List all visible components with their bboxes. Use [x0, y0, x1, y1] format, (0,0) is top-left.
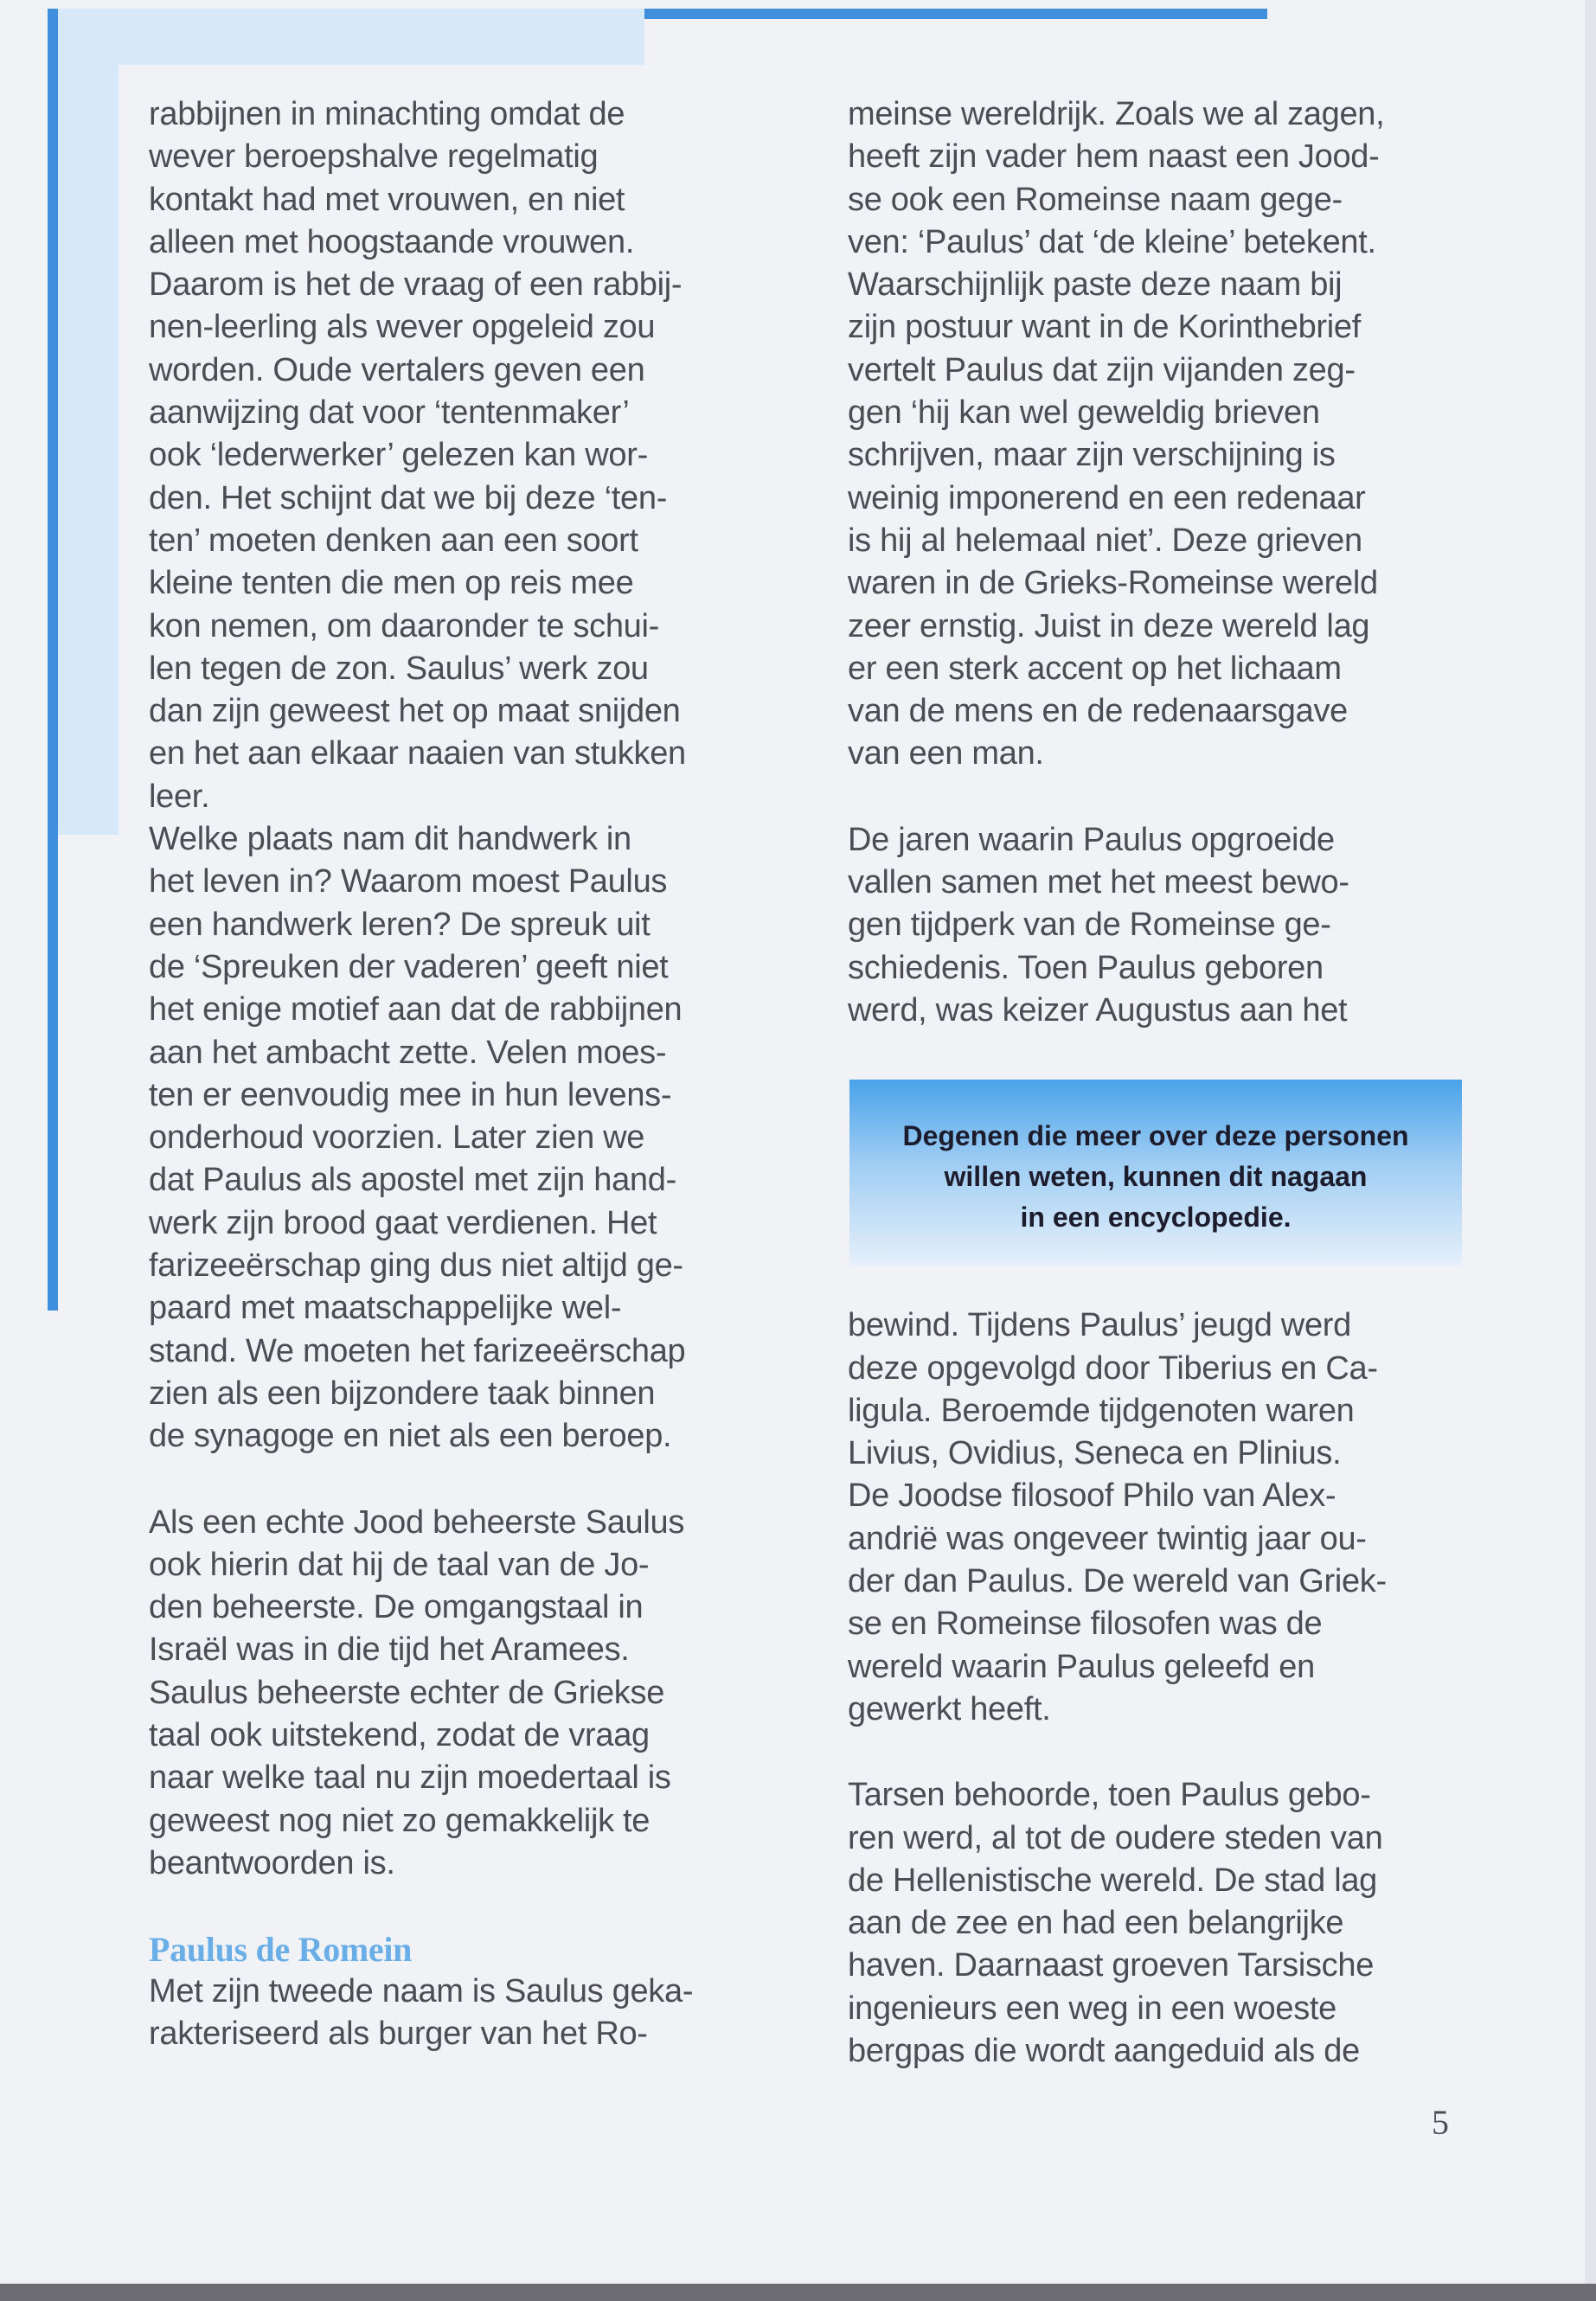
- body-paragraph: bewind. Tijdens Paulus’ jeugd werd deze opgevolgd door Tiberius en Ca- ligula. Beroemde tijdgenoten waren Livius, Ovidius, Seneca en Plinius. De Joodse filosoof Philo van Alex- andrië was ongeveer twintig jaar ou- der dan Paulus. De wereld van Griek- se en Romeinse filosofen was de wereld waarin Paulus geleefd en gewerkt heeft.: [848, 1307, 1387, 1727]
- section-heading: Paulus de Romein: [149, 1930, 413, 1970]
- page-right-edge: [1585, 0, 1596, 2301]
- body-paragraph: De jaren waarin Paulus opgroeide vallen samen met het meest bewo- gen tijdperk van de Romeinse ge- schiedenis. Toen Paulus geboren werd, was keizer Augustus aan het: [848, 821, 1349, 1029]
- left-accent-stripe: [48, 9, 58, 1311]
- body-paragraph: meinse wereldrijk. Zoals we al zagen, heeft zijn vader hem naast een Jood- se ook een Romeinse naam gege- ven: ‘Paulus’ dat ‘de kleine’ betekent. Waarschijnlijk paste deze naam bij zijn postuur want in de Korinthebrief vertelt Paulus dat zijn vijanden zeg- gen ‘hij kan wel geweldig brieven schrijven, maar zijn verschijning is weinig imponerend en een redenaar is hij al helemaal niet’. Deze grieven waren in de Grieks-Romeinse wereld zeer ernstig. Juist in deze wereld lag er een sterk accent op het lichaam van de mens en de redenaarsgave van een man.: [848, 96, 1385, 772]
- page-number: 5: [1432, 2103, 1449, 2142]
- body-paragraph: rabbijnen in minachting omdat de wever beroepshalve regelmatig kontakt had met vrouwen, en niet alleen met hoogstaande vrouwen. Daarom is het de vraag of een rabbij- nen-leerling als wever opgeleid zou worden. Oude vertalers geven een aanwijzing dat voor ‘tentenmaker’ ook ‘lederwerker’ gelezen kan wor- den. Het schijnt dat we bij deze ‘ten- ten’ moeten denken aan een soort kleine tenten die men op reis mee kon nemen, om daaronder te schui- len tegen de zon. Saulus’ werk zou dan zijn geweest het op maat snijden en het aan elkaar naaien van stukken leer. Welke plaats nam dit handwerk in het leven in? Waarom moest Paulus een handwerk leren? De spreuk uit de ‘Spreuken der vaderen’ geeft niet het enige motief aan dat de rabbijnen aan het ambacht zette. Velen moes- ten er eenvoudig mee in hun levens- onderhoud voorzien. Later zien we dat Paulus als apostel met zijn hand- werk zijn brood gaat verdienen. Het farizeeërschap ging dus niet altijd ge- paard met maatschappelijke wel- stand. We moeten het farizeeërschap zien als een bijzondere taak binnen de synagoge en niet als een beroep.: [149, 96, 686, 1455]
- body-paragraph: Tarsen behoorde, toen Paulus gebo- ren werd, al tot de oudere steden van de Hellenistische wereld. De stad lag aan de zee en had een belangrijke haven. Daarnaast groeven Tarsische ingenieurs een weg in een woeste bergpas die wordt aangeduid als de: [848, 1777, 1383, 2069]
- body-paragraph: Als een echte Jood beheerste Saulus ook hierin dat hij de taal van de Jo- den beheerste. De omgangstaal in Israël was in die tijd het Aramees. Saulus beheerste echter de Griekse taal ook uitstekend, zodat de vraag naar welke taal nu zijn moedertaal is geweest nog niet zo gemakkelijk te beantwoorden is.: [149, 1503, 685, 1881]
- body-paragraph: Met zijn tweede naam is Saulus geka- rakteriseerd als burger van het Ro-: [149, 1973, 694, 2053]
- top-left-tint-block: [48, 9, 644, 65]
- page-bottom-edge: [0, 2284, 1596, 2301]
- encyclopedia-callout-box: [849, 1080, 1462, 1266]
- left-tint-panel: [58, 65, 119, 835]
- left-text-column: [149, 93, 763, 2056]
- callout-text: Degenen die meer over deze personen willen weten, kunnen dit nagaan in een encyclopedie.: [902, 1120, 1409, 1233]
